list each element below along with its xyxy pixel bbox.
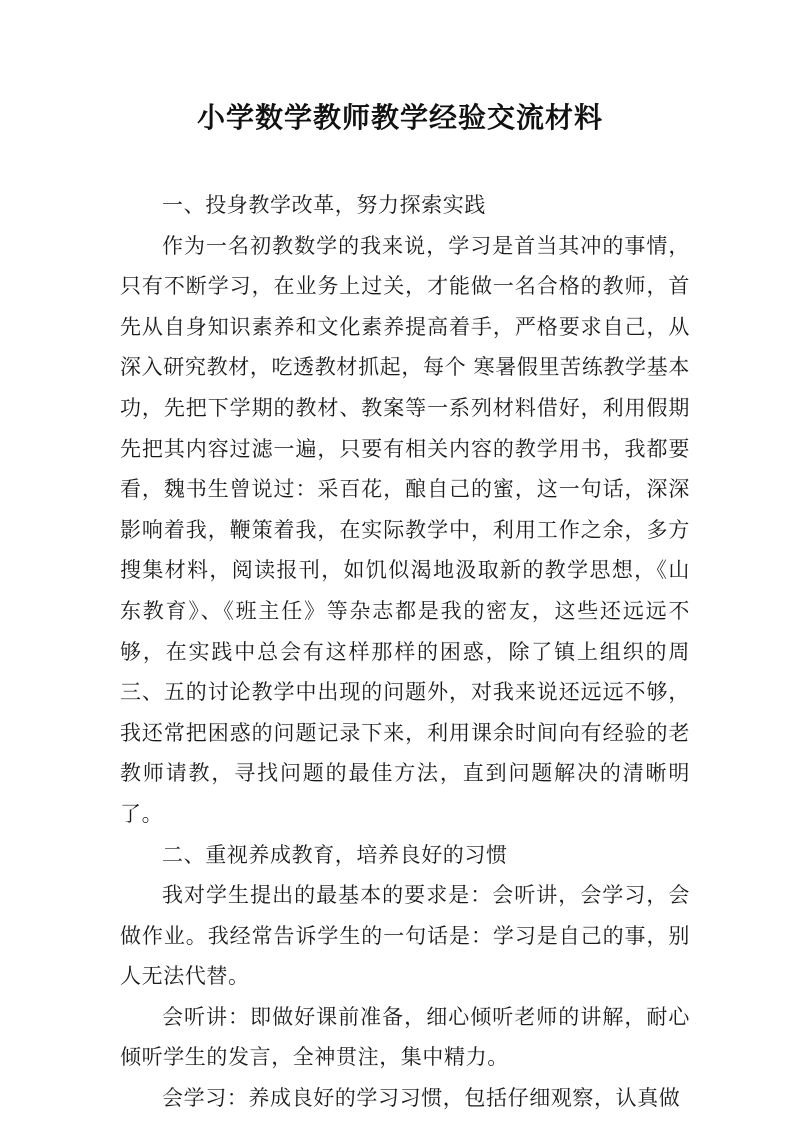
document-body [120, 185, 690, 1119]
section-2-paragraph-3: 会学习：养成良好的学习习惯，包括仔细观察，认真做 [162, 1086, 681, 1111]
document-title: 小学数学教师教学经验交流材料 [196, 101, 603, 134]
section-2-paragraph-2: 会听讲：即做好课前准备，细心倾听老师的讲解，耐心倾听学生的发言，全神贯注，集中精力。 [120, 1004, 690, 1070]
section-heading-2: 二、重视养成教育，培养良好的习惯 [162, 842, 508, 867]
section-2-paragraph-1: 我对学生提出的最基本的要求是：会听讲，会学习，会做作业。我经常告诉学生的一句话是：学习是自己的事，别人无法代替。 [120, 883, 690, 989]
section-1-paragraph: 作为一名初教数学的我来说，学习是首当其冲的事情，只有不断学习，在业务上过关，才能做一名合格的教师，首先从自身知识素养和文化素养提高着手，严格要求自己，从深入研究教材，吃透教材抓起，每个 寒暑假里苦练教学基本功，先把下学期的教材、教案等一系列材料借好，利用假期先把其内容过滤一遍，只要有相关内容的教学用书，我都要看，魏书生曾说过：采百花，酿自己的蜜，这一句话，深深影响着我，鞭策着我，在实际教学中，利用工作之余，多方搜集材料，阅读报刊，如饥似渴地汲取新的教学思想，《山东教育》、《班主任》等杂志都是我的密友，这些还远远不够，在实践中总会有这样那样的困惑，除了镇上组织的周三、五的讨论教学中出现的问题外，对我来说还远远不够，我还常把困惑的问题记录下来，利用课余时间向有经验的老教师请教，寻找问题的最佳方法，直到问题解决的清晰明了。 [120, 233, 690, 826]
section-heading-1: 一、投身教学改革，努力探索实践 [162, 193, 486, 217]
